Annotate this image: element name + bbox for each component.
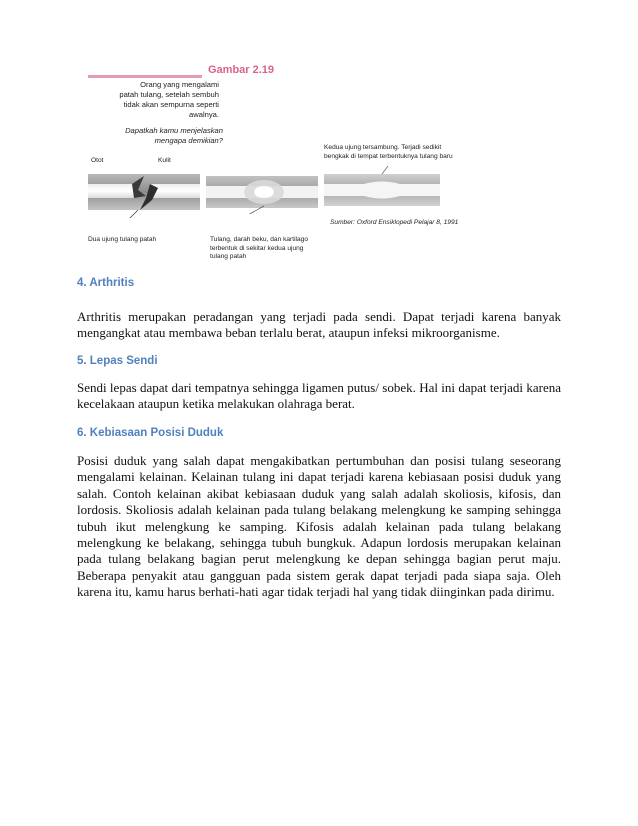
figure-caption-line: Orang yang mengalami — [140, 80, 219, 89]
label-otot: Otot — [91, 157, 104, 164]
healing-bone-illustration — [206, 170, 318, 214]
broken-bone-illustration — [88, 166, 200, 218]
figure-caption — [114, 80, 219, 120]
label-kedua-ujung-line: bengkak di tempat terbentuknya tulang baru — [324, 152, 453, 160]
figure-title: Gambar 2.19 — [208, 64, 275, 76]
figure-question — [98, 126, 223, 146]
label-kedua-ujung — [324, 144, 453, 161]
label-tulang-darah — [210, 236, 308, 262]
section-body-posisi-duduk: Posisi duduk yang salah dapat mengakibatkan pertumbuhan dan posisi tulang seseorang mengalami kelainan. Kelainan tulang ini dapat terjadi karena kebiasaan posisi duduk yang salah. Contoh kelainan akibat kebiasaan duduk yang salah adalah skoliosis, kifosis, dan lordosis. Skoliosis adalah kelainan pada tulang belakang melengkung ke samping sehingga tubuh ikut melengkung ke samping. Kifosis adalah kelainan pada tulang belakang melengkung ke belakang, sehingga tubuh bungkuk. Adapun lordosis merupakan kelainan pada tulang belakang bagian perut melengkung ke depan sehingga bagian perut maju. Beberapa penyakit atau gangguan pada sistem gerak dapat terjadi pada siapa saja. Oleh karena itu, kamu harus berhati-hati agar tidak terjadi hal yang tidak diinginkan pada dirimu. — [77, 453, 561, 600]
figure-source: Sumber: Oxford Ensiklopedi Pelajar 8, 1991 — [330, 219, 459, 226]
figure-caption-line: patah tulang, setelah sembuh — [119, 90, 219, 99]
figure-caption-line: awalnya. — [189, 110, 219, 119]
figure-question-line: Dapatkah kamu menjelaskan — [125, 126, 223, 135]
healed-bone-illustration — [324, 166, 440, 212]
label-tulang-darah-line: terbentuk di sekitar kedua ujung — [210, 244, 304, 252]
section-body-lepas-sendi: Sendi lepas dapat dari tempatnya sehingga ligamen putus/ sobek. Hal ini dapat terjadi karena kecelakaan ataupun ketika melakukan olahraga berat. — [77, 380, 561, 412]
bone-healing-figure — [88, 64, 459, 262]
label-tulang-darah-line: Tulang, darah beku, dan kartilago — [210, 236, 308, 243]
section-heading-posisi-duduk: 6. Kebiasaan Posisi Duduk — [77, 427, 224, 439]
figure-caption-line: tidak akan sempurna seperti — [123, 100, 219, 109]
section-body-arthritis: Arthritis merupakan peradangan yang terjadi pada sendi. Dapat terjadi karena banyak mengangkat atau membawa beban terlalu berat, ataupun infeksi mikroorganisme. — [77, 309, 561, 341]
section-heading-arthritis: 4. Arthritis — [77, 277, 135, 289]
figure-question-line: mengapa demikian? — [154, 136, 223, 145]
label-kulit: Kulit — [158, 157, 171, 164]
label-kedua-ujung-line: Kedua ujung tersambung. Terjadi sedikit — [324, 144, 442, 151]
section-heading-lepas-sendi: 5. Lepas Sendi — [77, 355, 158, 367]
figure-title-rule — [88, 75, 202, 78]
label-tulang-darah-line: tulang patah — [210, 253, 247, 260]
label-dua-ujung: Dua ujung tulang patah — [88, 236, 157, 243]
